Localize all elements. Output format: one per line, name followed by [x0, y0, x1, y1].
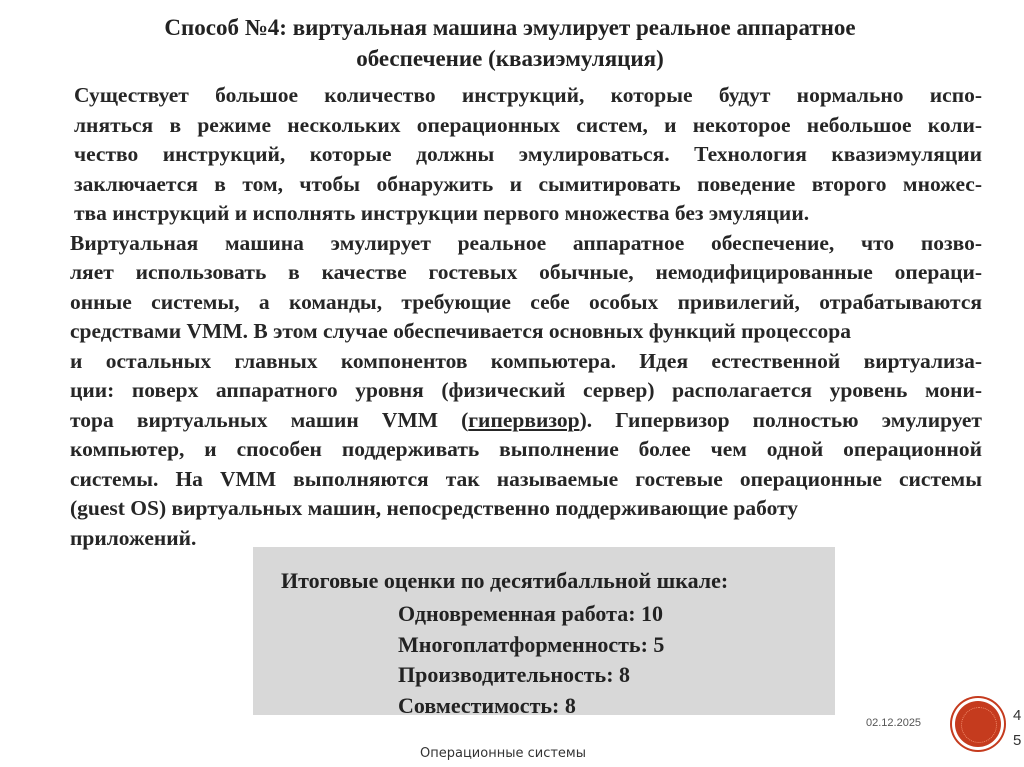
p2-line: средствами VMM. В этом случае обеспечивается основных функций процессора: [70, 319, 851, 343]
slide-title: [40, 12, 980, 74]
footer-date: 02.12.2025: [866, 717, 922, 729]
slide-title-line2: обеспечение (квазиэмуляция): [356, 46, 664, 71]
paragraph-2: [22, 229, 982, 554]
p1-line: тва инструкций и исполнять инструкции первого множества без эмуляции.: [74, 201, 810, 225]
p1-line: лняться в режиме нескольких операционных систем, и некоторое небольшое коли-: [74, 112, 982, 137]
body-text: [22, 81, 982, 553]
scores-box: [253, 547, 835, 718]
page-number: [1013, 703, 1021, 753]
p2-line: системы. На VMM выполняются так называемые гостевые операционные системы: [70, 466, 982, 491]
page-number-badge-icon: [955, 701, 1001, 747]
footer-title: Операционные системы: [420, 746, 586, 761]
p2-line-hypervisor: [22, 406, 982, 436]
p2-line: онные системы, а команды, требующие себе особых привилегий, отрабатываются: [70, 289, 982, 314]
scores-title: Итоговые оценки по десятибалльной шкале:: [281, 568, 729, 593]
scores-list: [398, 599, 664, 721]
page-number-line2: 5: [1013, 732, 1022, 749]
p2-line: и остальных главных компонентов компьютера. Идея естественной виртуализа-: [70, 348, 982, 373]
paragraph-1: [22, 81, 982, 229]
score-item: Совместимость: 8: [398, 692, 576, 718]
p1-line: заключается в том, чтобы обнаружить и сымитировать поведение второго множес-: [74, 171, 982, 196]
p2-line: компьютер, и способен поддерживать выполнение более чем одной операционной: [70, 437, 982, 461]
p2-line: (guest OS) виртуальных машин, непосредственно поддерживающие работу: [70, 496, 799, 520]
hypervisor-link[interactable]: гипервизор: [468, 407, 580, 432]
slide-title-line1: Способ №4: виртуальная машина эмулирует реальное аппаратное: [164, 15, 856, 40]
badge-ring: [961, 707, 997, 743]
p2-line: ции: поверх аппаратного уровня (физический сервер) располагается уровень мони-: [70, 378, 982, 402]
p2-line: Виртуальная машина эмулирует реальное аппаратное обеспечение, что позво-: [70, 230, 982, 255]
p2-line: ляет использовать в качестве гостевых обычные, немодифицированные операци-: [70, 260, 982, 284]
score-item: Многоплатформенность: 5: [398, 631, 665, 657]
p2-line7-after: ). Гипервизор полностью эмулирует: [579, 407, 982, 432]
score-item: Производительность: 8: [398, 662, 631, 687]
p2-line7-before: тора виртуальных машин VMM (: [70, 407, 469, 432]
p1-line: чество инструкций, которые должны эмулироваться. Технология квазиэмуляции: [74, 142, 982, 166]
p1-line: Существует большое количество инструкций, которые будут нормально испо-: [74, 83, 982, 107]
page-number-line1: 4: [1013, 707, 1022, 724]
p2-line: приложений.: [70, 525, 197, 550]
score-item: Одновременная работа: 10: [398, 601, 664, 626]
